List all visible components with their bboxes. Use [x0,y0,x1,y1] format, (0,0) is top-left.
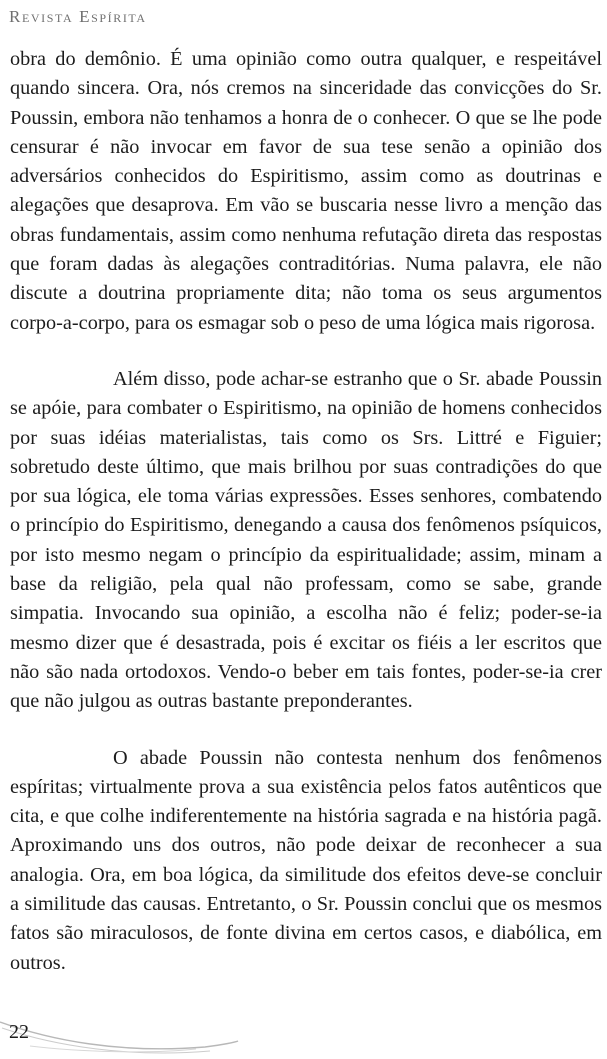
page-body [10,45,602,978]
paragraph-3: O abade Poussin não contesta nenhum dos fenômenos espíritas; virtualmente prova a sua existência pelos fatos autênticos que cita, e que colhe indiferentemente na história sagrada e na história pagã. Aproximando uns dos outros, não pode deixar de reconhecer a sua analogia. Ora, em boa lógica, da similitude dos efeitos deve-se concluir a similitude das causas. Entretanto, o Sr. Poussin conclui que os mesmos fatos são miraculosos, de fonte divina em certos casos, e diabólica, em outros. [10,746,602,974]
page-number: 22 [9,1021,29,1043]
paragraph-1: obra do demônio. É uma opinião como outra qualquer, e respeitável quando sincera. Ora, nós cremos na sinceridade das convicções do Sr. Poussin, embora não tenhamos a honra de o conhecer. O que se lhe pode censurar é não invocar em favor de sua tese senão a opinião dos adversários conhecidos do Espiritismo, assim como as doutrinas e alegações que desaprova. Em vão se buscaria nesse livro a menção das obras fundamentais, assim como nenhuma refutação direta das respostas que foram dadas às alegações contraditórias. Numa palavra, ele não discute a doutrina propriamente dita; não toma os seus argumentos corpo-a-corpo, para os esmagar sob o peso de uma lógica mais rigorosa. [10,48,602,334]
paragraph-2: Além disso, pode achar-se estranho que o Sr. abade Poussin se apóie, para combater o Espiritismo, na opinião de homens conhecidos por suas idéias materialistas, tais como os Srs. Littré e Figuier; sobretudo deste último, que mais brilhou por suas contradições do que por sua lógica, ele toma várias expressões. Esses senhores, combatendo o princípio do Espiritismo, denegando a causa dos fenômenos psíquicos, por isto mesmo negam o princípio da espiritualidade; assim, minam a base da religião, pela qual não professam, como se sabe, grande simpatia. Invocando sua opinião, a escolha não é feliz; poder-se-ia mesmo dizer que é desastrada, pois é excitar os fiéis a ler escritos que não são nada ortodoxos. Vendo-o beber em tais fontes, poder-se-ia crer que não julgou as outras bastante preponderantes. [10,367,602,713]
footer-swoosh-ornament [0,1016,240,1059]
running-header: Revista Espírita [9,7,147,26]
